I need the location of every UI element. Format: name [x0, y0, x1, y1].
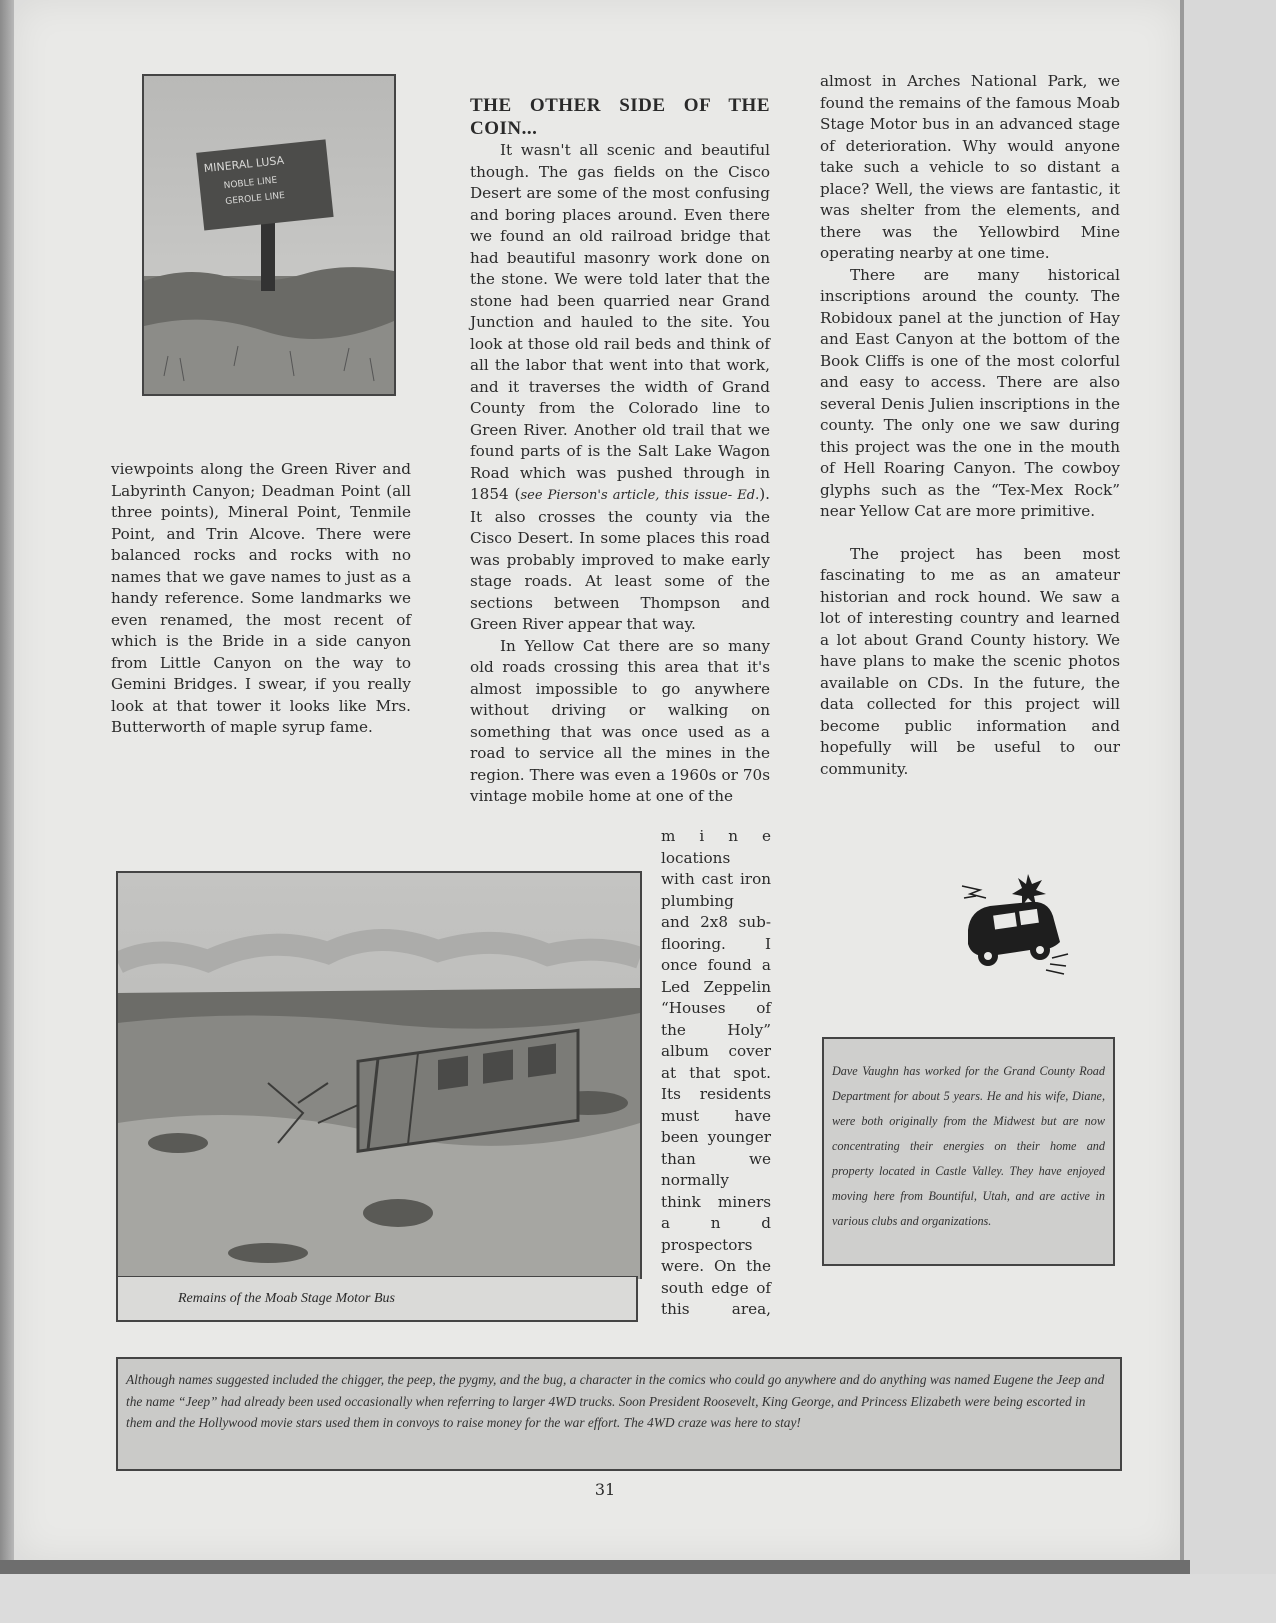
narrow-column-line: locations — [661, 848, 731, 867]
scanner-background — [1184, 0, 1276, 1623]
narrow-column-line: than we — [661, 1149, 771, 1168]
jeep-clipart — [960, 870, 1070, 980]
narrow-column-line: album cover — [661, 1042, 771, 1060]
article-heading: THE OTHER SIDE OF THE COIN... — [470, 95, 770, 139]
narrow-column-line: were. On the — [661, 1257, 771, 1275]
right-paragraph-1: almost in Arches National Park, we found the remains of the famous Moab Stage Motor bus in an advanced stage of deterioration. Why would anyone take such a vehicle to so distant a place? Well, the views are fantastic, it was shelter from the elements, and there was the Yellowbird Mine operating nearby at one time. — [820, 72, 1120, 262]
right-paragraph-3: The project has been most fascinating to me as an amateur historian and rock hound. We saw a lot of interesting country and learned a lot about Grand County history. We have plans to make the scenic photos available on CDs. In the future, the data collected for this project will become public information and hopefully will be useful to our community. — [820, 544, 1120, 778]
narrow-column-line: and 2x8 sub- — [661, 913, 771, 931]
narrow-column-line: m i n e — [661, 827, 771, 845]
narrow-column-line: prospectors — [661, 1235, 753, 1254]
bus-photo-image — [118, 873, 640, 1279]
right-column — [820, 71, 1120, 780]
sign-photo-image — [144, 76, 394, 394]
left-column — [111, 459, 411, 739]
editor-note: see Pierson's article, this issue- Ed. — [520, 488, 760, 503]
sign-line-1: MINERAL LUSA — [203, 153, 285, 176]
narrow-column-line: been younger — [661, 1128, 771, 1146]
author-bio-box — [822, 1037, 1115, 1266]
middle-paragraph-1-text: It wasn't all scenic and beautiful though. The gas fields on the Cisco Desert are some of the most confusing and boring places around. Even there we found an old railroad bridge that had beautiful masonry work done on the stone. We were told later that the stone had been quarried near Grand Junction and hauled to the site. You look at those old rail beds and think of all the labor that went into that work, and it traverses the width of Grand County from the Colorado line to Green River. Another old trail that we found parts of is the Salt Lake Wagon Road which was pushed through in 1854 ( — [470, 141, 770, 503]
narrow-column-line: south edge of — [661, 1278, 771, 1297]
page-bottom-edge — [0, 1560, 1190, 1574]
narrow-column-line: Its residents — [661, 1085, 771, 1103]
binding-shadow — [0, 0, 14, 1623]
narrow-column-line: flooring. I — [661, 934, 771, 953]
bus-photo — [116, 871, 642, 1279]
middle-paragraph-2: In Yellow Cat there are so many old roads crossing this area that it's almost impossible to go anywhere without driving or walking on something that was once used as a road to service all the mines in the region. There was even a 1960s or 70s vintage mobile home at one of the — [470, 636, 770, 805]
sign-photo — [142, 74, 396, 396]
narrow-column-line: this area, — [661, 1300, 771, 1318]
narrow-column-line: Led Zeppelin — [661, 977, 771, 996]
narrow-column-line: plumbing — [661, 891, 734, 910]
narrow-column-line: must have — [661, 1106, 771, 1125]
left-column-text: viewpoints along the Green River and Labyrinth Canyon; Deadman Point (all three points), Mineral Point, Tenmile Point, and Trin Alcove. There were balanced rocks and rocks with no names that we gave names to just as a handy reference. Some landmarks we even renamed, the most recent of which is the Bride in a side canyon from Little Canyon on the way to Gemini Bridges. I swear, if you really look at that tower it looks like Mrs. Butterworth of maple syrup fame. — [111, 460, 411, 736]
middle-paragraph-1-text-end: ). It also crosses the county via the Cisco Desert. In some places this road was probably improved to make early stage roads. At least some of the sections between Thompson and Green River appear that way. — [470, 485, 771, 633]
jeep-history-note — [116, 1357, 1122, 1471]
narrow-column-line: the Holy” — [661, 1020, 771, 1039]
sign-line-2: NOBLE LINE — [223, 175, 278, 192]
narrow-column-line: at that spot. — [661, 1063, 771, 1082]
jeep-history-text: Although names suggested included the chigger, the peep, the pygmy, and the bug, a character in the comics who could go anywhere and do anything was named Eugene the Jeep and the name “Jeep” had already been used occasionally when referring to larger 4WD trucks. Soon President Roosevelt, King George, and Princess Elizabeth were being escorted in them and the Hollywood movie stars used them in convoys to raise money for the war effort. The 4WD craze was here to stay! — [126, 1372, 1105, 1430]
narrow-column-line: “Houses of — [661, 999, 771, 1017]
bus-photo-caption: Remains of the Moab Stage Motor Bus — [116, 1276, 638, 1322]
sign-line-3: GEROLE LINE — [224, 190, 286, 208]
narrow-column-line: normally — [661, 1171, 729, 1189]
middle-column — [470, 94, 770, 808]
narrow-column-line: think miners — [661, 1192, 771, 1211]
narrow-column-line: once found a — [661, 956, 771, 974]
right-paragraph-2: There are many historical inscriptions around the county. The Robidoux panel at the junction of Hay and East Canyon at the bottom of the Book Cliffs is one of the most colorful and easy to access. There are also several Denis Julien inscriptions in the county. The only one we saw during this project was the one in the mouth of Hell Roaring Canyon. The cowboy glyphs such as the “Tex-Mex Rock” near Yellow Cat are more primitive. — [820, 265, 1120, 520]
scanner-background-bottom — [0, 1574, 1276, 1623]
middle-narrow-column — [661, 826, 771, 1321]
narrow-column-line: with cast iron — [661, 870, 771, 888]
page-number: 31 — [594, 1480, 616, 1499]
middle-paragraph-1 — [470, 140, 770, 636]
jeep-icon — [960, 870, 1070, 980]
narrow-column-line: a n d — [661, 1214, 771, 1232]
author-bio-text: Dave Vaughn has worked for the Grand County Road Department for about 5 years. He and his wife, Diane, were both originally from the Midwest but are now concentrating their energies on their home and property located in Castle Valley. They have enjoyed moving here from Bountiful, Utah, and are active in various clubs and organizations. — [832, 1064, 1105, 1228]
